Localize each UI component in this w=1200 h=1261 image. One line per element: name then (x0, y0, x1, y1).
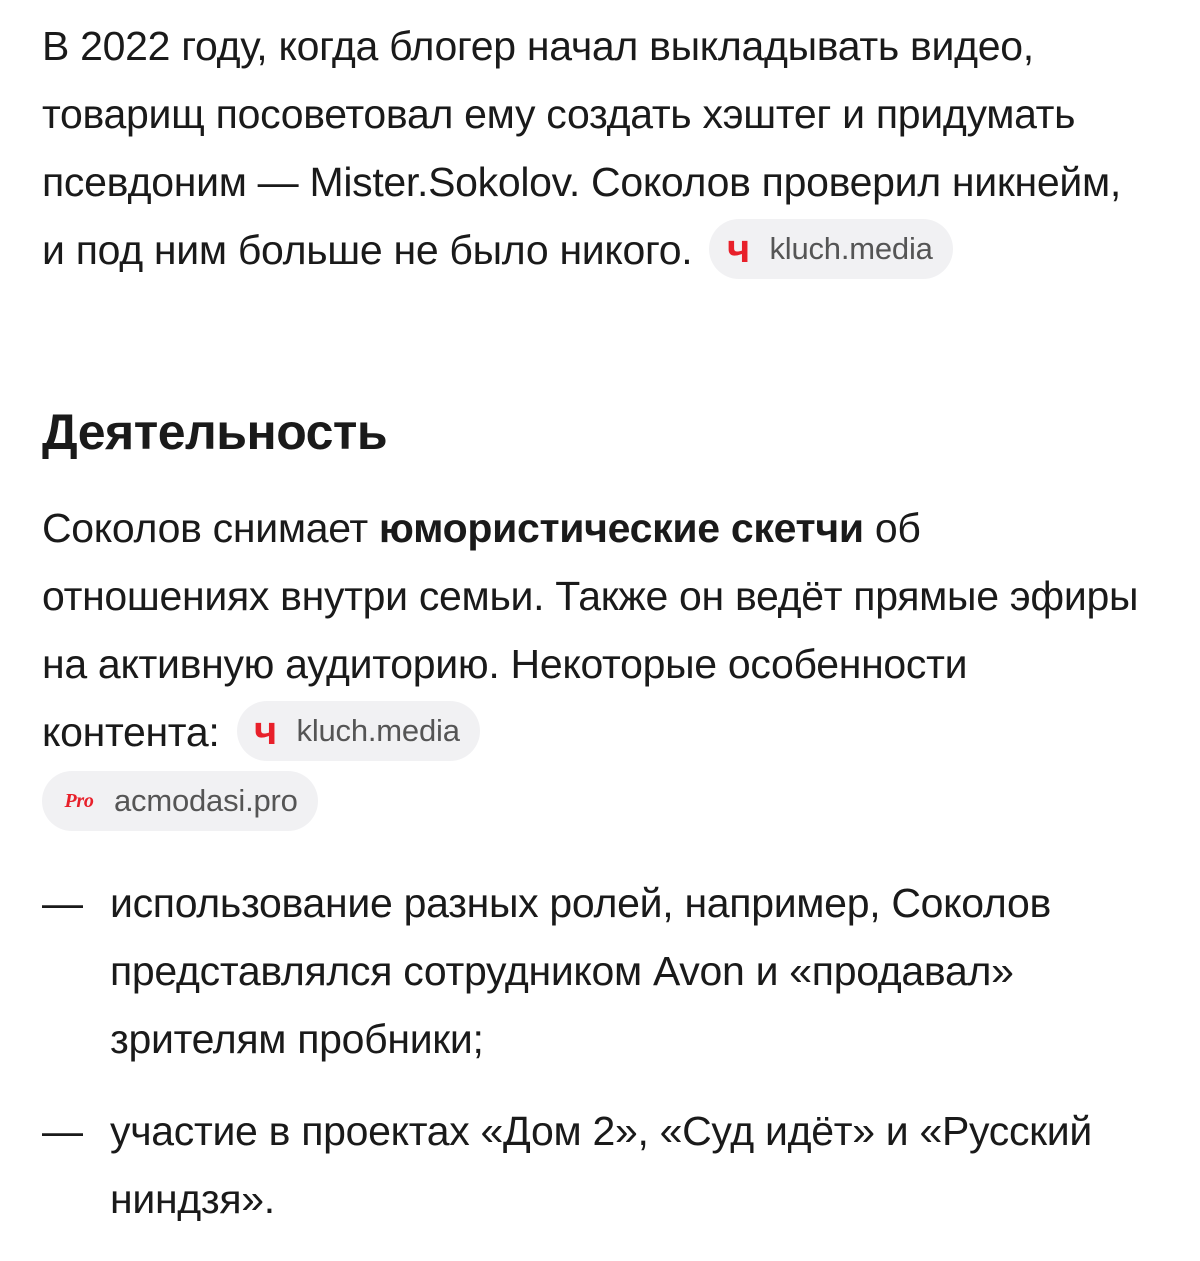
kluch-media-logo-icon: ч (254, 709, 277, 754)
source-chip-acmodasi-pro[interactable] (42, 771, 318, 831)
source-chip-label: kluch.media (769, 231, 933, 267)
kluch-media-logo-icon: ч (726, 227, 750, 272)
section-bold-text: юмористические скетчи (378, 505, 864, 551)
list-item (42, 869, 1140, 1073)
source-chip-kluch-media[interactable] (709, 219, 952, 279)
list-dash-marker: — (42, 1108, 83, 1155)
list-item-text: участие в проектах «Дом 2», «Суд идёт» и «Русский ниндзя». (110, 1108, 1093, 1223)
features-list (42, 869, 1140, 1233)
intro-text: В 2022 году, когда блогер начал выкладывать видео, товарищ посоветовал ему создать хэштег и придумать псевдоним — Mister.Sokolov. Соколов проверил никнейм, и под ним больше не было никого. (42, 23, 1121, 273)
intro-paragraph (42, 12, 1140, 284)
section-paragraph (42, 494, 1140, 835)
list-dash-marker: — (42, 880, 83, 927)
section-text-before-bold: Соколов снимает (42, 505, 379, 551)
source-chip-kluch-media[interactable] (237, 701, 480, 761)
source-chip-label: kluch.media (296, 713, 460, 749)
source-chip-label: acmodasi.pro (114, 783, 298, 819)
section-text-after-bold: об отношениях внутри семьи. Также он ведёт прямые эфиры на активную аудиторию. Некоторые особенности контента: (42, 505, 1139, 755)
acmodasi-pro-logo-icon: Pro (64, 790, 94, 813)
section-heading: Деятельность (42, 404, 388, 460)
list-item (42, 1097, 1140, 1233)
list-item-text: использование разных ролей, например, Соколов представлялся сотрудником Avon и «продавал» зрителям пробники; (110, 880, 1051, 1063)
